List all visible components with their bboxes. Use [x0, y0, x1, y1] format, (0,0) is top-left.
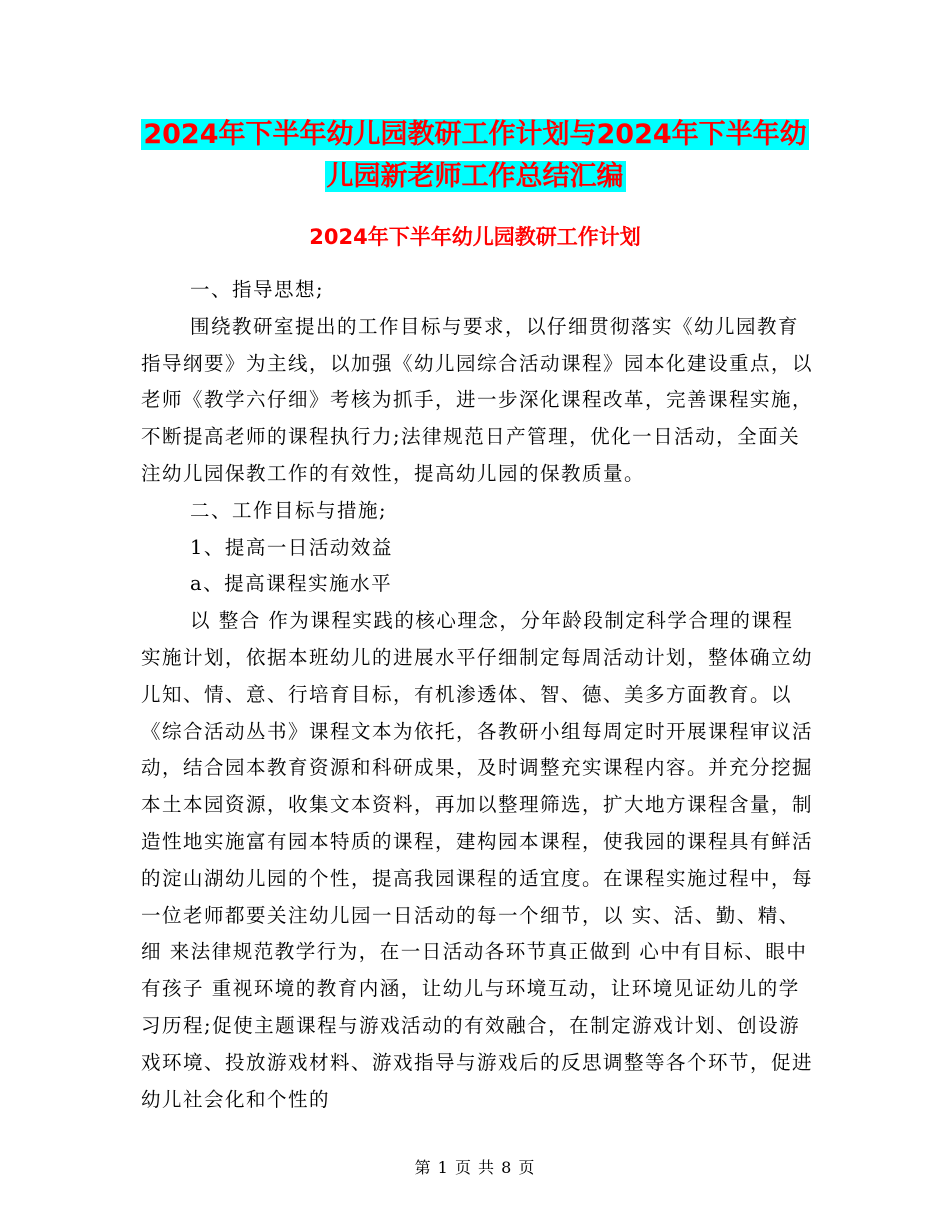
heading-goals-measures: 二、工作目标与措施;	[190, 498, 388, 522]
heading-curriculum-level: a、提高课程实施水平	[190, 572, 393, 596]
page-footer: 第 1 页 共 8 页	[414, 1158, 536, 1177]
document-title-text-1: 2024年下半年幼儿园教研工作计划与2024年下半年幼	[143, 119, 807, 150]
heading-guiding-ideology: 一、指导思想;	[190, 278, 325, 301]
document-title-line-1	[0, 113, 950, 157]
paragraph-guiding-ideology: 围绕教研室提出的工作目标与要求，以仔细贯彻落实《幼儿园教育指导纲要》为主线，以加强《幼儿园综合活动课程》园本化建设重点，以老师《教学六仔细》考核为抓手，进一步深化课程改革，完善课程实施，不断提高老师的课程执行力;法律规范日产管理，优化一日活动，全面关注幼儿园保教工作的有效性，提高幼儿园的保教质量。	[141, 314, 814, 485]
document-body	[141, 272, 813, 1118]
heading-daily-activity: 1、提高一日活动效益	[190, 535, 393, 559]
document-title-text-2: 儿园新老师工作总结汇编	[326, 161, 624, 192]
section-title: 2024年下半年幼儿园教研工作计划	[309, 225, 641, 249]
document-title-line-2	[0, 155, 950, 199]
paragraph-curriculum: 以 整合 作为课程实践的核心理念，分年龄段制定科学合理的课程实施计划，依据本班幼儿的进展水平仔细制定每周活动计划，整体确立幼儿知、情、意、行培育目标，有机渗透体、智、德、美多方面教育。以《综合活动丛书》课程文本为依托，各教研小组每周定时开展课程审议活动，结合园本教育资源和科研成果，及时调整充实课程内容。并充分挖掘本土本园资源，收集文本资料，再加以整理筛选，扩大地方课程含量，制造性地实施富有园本特质的课程，建构园本课程，使我园的课程具有鲜活的淀山湖幼儿园的个性，提高我园课程的适宜度。在课程实施过程中，每一位老师都要关注幼儿园一日活动的每一个细节，以 实、活、勤、精、细 来法律规范教学行为，在一日活动各环节真正做到 心中有目标、眼中有孩子 重视环境的教育内涵，让幼儿与环境互动，让环境见证幼儿的学习历程;促使主题课程与游戏活动的有效融合，在制定游戏计划、创设游戏环境、投放游戏材料、游戏指导与游戏后的反思调整等各个环节，促进幼儿社会化和个性的	[141, 609, 814, 1111]
